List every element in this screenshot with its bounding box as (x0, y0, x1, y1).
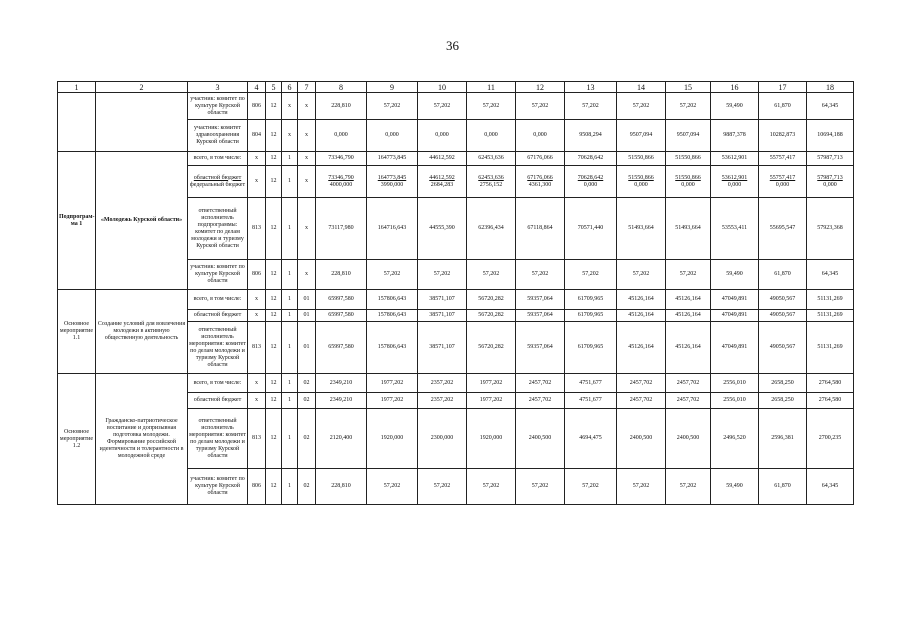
executor-cell: всего, в том числе: (188, 290, 248, 310)
value-cell: 2658,250 (759, 374, 807, 393)
value-cell: 157806,643 (367, 290, 418, 310)
code-cell: 12 (266, 152, 282, 166)
value-line: 0,000 (823, 181, 837, 188)
value-cell: 0,000 (418, 120, 467, 152)
value-cell: 1977,202 (467, 374, 516, 393)
value-cell: 57,202 (666, 469, 711, 505)
header-cell: 15 (666, 82, 711, 93)
value-cell: 45126,164 (617, 310, 666, 322)
value-cell: 61,870 (759, 260, 807, 290)
code-cell: х (298, 198, 316, 260)
value-line: 2684,283 (430, 181, 454, 188)
value-cell: 57,202 (565, 93, 617, 120)
value-line: 3990,000 (380, 181, 404, 188)
code-cell: х (248, 310, 266, 322)
header-cell: 6 (282, 82, 298, 93)
header-cell: 2 (96, 82, 188, 93)
executor-cell: участник: комитет здравоохранения Курской области (188, 120, 248, 152)
value-cell: 4751,677 (565, 393, 617, 409)
value-line: 73346,790 (328, 174, 354, 181)
header-cell: 12 (516, 82, 565, 93)
value-cell: 57,202 (367, 93, 418, 120)
value-cell: 9887,378 (711, 120, 759, 152)
value-cell: 2400,500 (516, 409, 565, 469)
value-cell: 2457,702 (516, 374, 565, 393)
value-cell: 62396,434 (467, 198, 516, 260)
header-cell: 16 (711, 82, 759, 93)
value-cell: 73346,790 (316, 152, 367, 166)
value-cell: 64,345 (807, 93, 854, 120)
value-cell: 45126,164 (617, 290, 666, 310)
header-cell: 4 (248, 82, 266, 93)
table-row (58, 152, 854, 166)
executor-cell: участник: комитет по культуре Курской области (188, 469, 248, 505)
code-cell: 12 (266, 409, 282, 469)
value-cell: 2457,702 (666, 374, 711, 393)
value-cell: 57,202 (367, 469, 418, 505)
value-cell: 51493,664 (666, 198, 711, 260)
value-cell: 4694,475 (565, 409, 617, 469)
header-cell: 18 (807, 82, 854, 93)
value-line: 0,000 (727, 181, 742, 188)
row-title-cell: Подпрограм-ма 1 (58, 152, 96, 290)
code-cell: 1 (282, 469, 298, 505)
value-cell: 44612,592 (418, 152, 467, 166)
header-cell: 3 (188, 82, 248, 93)
value-cell (617, 166, 666, 198)
code-cell: х (298, 260, 316, 290)
value-line: 4000,000 (329, 181, 353, 188)
value-cell: 61709,965 (565, 310, 617, 322)
header-cell: 8 (316, 82, 367, 93)
value-cell: 2596,381 (759, 409, 807, 469)
value-cell: 70628,642 (565, 152, 617, 166)
value-line: 4361,300 (528, 181, 552, 188)
executor-cell: участник: комитет по культуре Курской области (188, 93, 248, 120)
code-cell: 806 (248, 93, 266, 120)
value-cell: 9507,094 (617, 120, 666, 152)
value-cell: 38571,107 (418, 322, 467, 374)
row-title-cell: Основное мероприятие 1.1 (58, 290, 96, 374)
value-cell: 57,202 (666, 93, 711, 120)
table-row (58, 93, 854, 120)
code-cell: 1 (282, 198, 298, 260)
value-cell: 55695,547 (759, 198, 807, 260)
value-line: 67176,066 (527, 174, 553, 181)
header-cell: 11 (467, 82, 516, 93)
value-cell: 2349,210 (316, 374, 367, 393)
code-cell: 12 (266, 322, 282, 374)
code-cell: 12 (266, 374, 282, 393)
code-cell: 12 (266, 469, 282, 505)
value-cell: 64,345 (807, 260, 854, 290)
value-cell: 59,490 (711, 469, 759, 505)
value-cell: 2764,580 (807, 374, 854, 393)
value-cell: 2357,202 (418, 374, 467, 393)
value-cell: 2457,702 (516, 393, 565, 409)
value-cell: 2700,235 (807, 409, 854, 469)
value-cell: 61,870 (759, 469, 807, 505)
value-cell: 2556,010 (711, 374, 759, 393)
code-cell: 12 (266, 166, 282, 198)
budget-table (57, 81, 854, 505)
value-cell (711, 166, 759, 198)
table-row (58, 374, 854, 393)
value-cell: 2457,702 (666, 393, 711, 409)
code-cell: 02 (298, 469, 316, 505)
value-cell: 1920,000 (467, 409, 516, 469)
value-cell: 61709,965 (565, 322, 617, 374)
value-cell: 51550,866 (666, 152, 711, 166)
code-cell: х (298, 93, 316, 120)
value-cell: 47049,891 (711, 310, 759, 322)
value-cell: 57987,713 (807, 152, 854, 166)
value-cell: 57,202 (418, 93, 467, 120)
value-cell: 38571,107 (418, 310, 467, 322)
value-cell: 51131,269 (807, 322, 854, 374)
value-cell: 57,202 (418, 469, 467, 505)
executor-cell (188, 166, 248, 198)
value-cell: 1977,202 (467, 393, 516, 409)
value-cell: 1977,202 (367, 374, 418, 393)
value-line: 62453,636 (478, 174, 504, 181)
value-cell: 2400,500 (617, 409, 666, 469)
value-line: 44612,592 (429, 174, 455, 181)
value-cell: 0,000 (516, 120, 565, 152)
value-cell: 47049,891 (711, 322, 759, 374)
value-line: 70628,642 (577, 174, 604, 181)
value-cell: 67176,066 (516, 152, 565, 166)
value-cell: 49050,567 (759, 290, 807, 310)
value-cell: 10694,188 (807, 120, 854, 152)
value-line: 51550,866 (628, 174, 654, 181)
code-cell: х (298, 152, 316, 166)
row-description-cell: Создание условий для вовлечения молодежи в активную общественную деятельность (96, 290, 188, 374)
value-cell: 2349,210 (316, 393, 367, 409)
row-description-cell: Гражданско-патриотическое воспитание и допризывная подготовка молодежи. Формирование российской идентичности и толерантности в молодежной среде (96, 374, 188, 505)
value-cell: 51131,269 (807, 290, 854, 310)
code-cell: х (248, 393, 266, 409)
value-cell: 57,202 (467, 93, 516, 120)
value-cell: 9508,294 (565, 120, 617, 152)
code-cell: 02 (298, 374, 316, 393)
value-cell: 2496,520 (711, 409, 759, 469)
value-cell: 2556,010 (711, 393, 759, 409)
value-cell: 51131,269 (807, 310, 854, 322)
value-cell: 0,000 (467, 120, 516, 152)
code-cell: 813 (248, 322, 266, 374)
value-cell (316, 166, 367, 198)
value-line: 57987,713 (817, 174, 843, 181)
row-description-cell (96, 93, 188, 152)
value-cell: 57,202 (418, 260, 467, 290)
value-cell: 10282,873 (759, 120, 807, 152)
value-cell: 56720,282 (467, 290, 516, 310)
value-cell: 1977,202 (367, 393, 418, 409)
value-cell: 1920,000 (367, 409, 418, 469)
executor-cell: всего, в том числе: (188, 152, 248, 166)
value-cell: 38571,107 (418, 290, 467, 310)
value-line: 0,000 (681, 181, 695, 188)
code-cell: 806 (248, 469, 266, 505)
executor-cell: областной бюджет (188, 393, 248, 409)
value-cell (565, 166, 617, 198)
value-cell: 2764,580 (807, 393, 854, 409)
code-cell: 12 (266, 260, 282, 290)
value-line: 51550,866 (675, 174, 701, 181)
value-cell (367, 166, 418, 198)
value-cell: 51493,664 (617, 198, 666, 260)
code-cell: 813 (248, 409, 266, 469)
code-cell: 12 (266, 198, 282, 260)
code-cell: 1 (282, 393, 298, 409)
code-cell: х (282, 120, 298, 152)
header-cell: 13 (565, 82, 617, 93)
value-cell: 228,810 (316, 469, 367, 505)
value-cell: 0,000 (367, 120, 418, 152)
value-cell: 164773,845 (367, 152, 418, 166)
code-cell: 1 (282, 290, 298, 310)
value-cell: 157806,643 (367, 322, 418, 374)
header-cell: 9 (367, 82, 418, 93)
header-row (58, 82, 854, 93)
value-cell: 228,810 (316, 260, 367, 290)
value-cell: 2357,202 (418, 393, 467, 409)
value-cell (467, 166, 516, 198)
code-cell: 02 (298, 393, 316, 409)
header-cell: 5 (266, 82, 282, 93)
value-cell: 44555,390 (418, 198, 467, 260)
value-cell: 56720,282 (467, 310, 516, 322)
code-cell: 01 (298, 290, 316, 310)
value-cell: 47049,891 (711, 290, 759, 310)
table-row (58, 290, 854, 310)
value-cell: 2457,702 (617, 393, 666, 409)
value-cell: 64,345 (807, 469, 854, 505)
value-cell: 56720,282 (467, 322, 516, 374)
value-line: 0,000 (775, 181, 790, 188)
value-cell: 2400,500 (666, 409, 711, 469)
value-cell: 65997,580 (316, 322, 367, 374)
value-cell: 57,202 (516, 93, 565, 120)
value-line: 2756,152 (479, 181, 503, 188)
code-cell: 01 (298, 310, 316, 322)
value-cell: 164716,643 (367, 198, 418, 260)
executor-cell: ответственный исполнитель мероприятия: комитет по делам молодежи и туризму Курской области (188, 409, 248, 469)
value-cell: 2300,000 (418, 409, 467, 469)
row-title-cell: Основное мероприятие 1.2 (58, 374, 96, 505)
value-cell: 4751,677 (565, 374, 617, 393)
code-cell: х (298, 166, 316, 198)
value-line: 0,000 (634, 181, 648, 188)
executor-cell: всего, в том числе: (188, 374, 248, 393)
value-cell (759, 166, 807, 198)
executor-cell: областной бюджет (188, 310, 248, 322)
value-cell: 57,202 (565, 260, 617, 290)
code-cell: х (282, 93, 298, 120)
code-cell: 1 (282, 152, 298, 166)
value-cell: 59,490 (711, 260, 759, 290)
code-cell: 12 (266, 93, 282, 120)
value-cell: 57,202 (467, 260, 516, 290)
code-cell: 12 (266, 393, 282, 409)
value-line: 164773,845 (377, 174, 407, 181)
code-cell: х (248, 166, 266, 198)
value-cell: 70571,440 (565, 198, 617, 260)
value-cell: 0,000 (316, 120, 367, 152)
value-cell: 59357,064 (516, 310, 565, 322)
value-cell: 61709,965 (565, 290, 617, 310)
header-cell: 10 (418, 82, 467, 93)
header-cell: 17 (759, 82, 807, 93)
value-cell: 45126,164 (666, 290, 711, 310)
value-cell: 65997,580 (316, 290, 367, 310)
value-cell: 53612,901 (711, 152, 759, 166)
value-cell: 57,202 (565, 469, 617, 505)
value-cell: 2120,400 (316, 409, 367, 469)
value-cell: 59,490 (711, 93, 759, 120)
code-cell: 806 (248, 260, 266, 290)
value-cell: 61,870 (759, 93, 807, 120)
value-cell: 57923,368 (807, 198, 854, 260)
value-cell: 73117,980 (316, 198, 367, 260)
executor-cell: ответственный исполнитель подпрограммы: комитет по делам молодежи и туризму Курской области (188, 198, 248, 260)
page-number: 36 (446, 38, 459, 53)
code-cell: 12 (266, 120, 282, 152)
code-cell: х (248, 374, 266, 393)
value-cell: 157806,643 (367, 310, 418, 322)
value-cell: 57,202 (617, 93, 666, 120)
code-cell: 12 (266, 290, 282, 310)
value-cell (666, 166, 711, 198)
value-cell: 67118,864 (516, 198, 565, 260)
value-line: 55757,417 (769, 174, 796, 181)
row-title-cell (58, 93, 96, 152)
value-cell: 57,202 (617, 469, 666, 505)
value-cell: 45126,164 (666, 322, 711, 374)
value-cell: 57,202 (467, 469, 516, 505)
value-line: 0,000 (583, 181, 598, 188)
code-cell: 1 (282, 166, 298, 198)
value-cell: 53553,411 (711, 198, 759, 260)
value-cell (418, 166, 467, 198)
value-cell: 65997,580 (316, 310, 367, 322)
value-cell (516, 166, 565, 198)
value-cell: 62453,636 (467, 152, 516, 166)
executor-label: федеральный бюджет (189, 181, 246, 188)
executor-label: областной бюджет (193, 174, 242, 181)
code-cell: 1 (282, 310, 298, 322)
value-cell: 49050,567 (759, 322, 807, 374)
value-cell: 45126,164 (666, 310, 711, 322)
executor-cell: ответственный исполнитель мероприятия: комитет по делам молодежи и туризму Курской области (188, 322, 248, 374)
code-cell: 1 (282, 409, 298, 469)
value-cell: 59357,064 (516, 322, 565, 374)
row-description-cell: «Молодежь Курской области» (96, 152, 188, 290)
code-cell: 1 (282, 260, 298, 290)
code-cell: 1 (282, 374, 298, 393)
value-cell: 57,202 (367, 260, 418, 290)
value-cell (807, 166, 854, 198)
value-cell: 2658,250 (759, 393, 807, 409)
code-cell: х (248, 290, 266, 310)
code-cell: х (248, 152, 266, 166)
value-cell: 9507,094 (666, 120, 711, 152)
value-cell: 45126,164 (617, 322, 666, 374)
value-cell: 55757,417 (759, 152, 807, 166)
code-cell: 12 (266, 310, 282, 322)
value-line: 53612,901 (721, 174, 748, 181)
code-cell: 804 (248, 120, 266, 152)
value-cell: 2457,702 (617, 374, 666, 393)
value-cell: 57,202 (516, 260, 565, 290)
value-cell: 51550,866 (617, 152, 666, 166)
executor-cell: участник: комитет по культуре Курской области (188, 260, 248, 290)
header-cell: 1 (58, 82, 96, 93)
value-cell: 57,202 (666, 260, 711, 290)
value-cell: 49050,567 (759, 310, 807, 322)
value-cell: 57,202 (617, 260, 666, 290)
value-cell: 59357,064 (516, 290, 565, 310)
code-cell: 01 (298, 322, 316, 374)
header-cell: 7 (298, 82, 316, 93)
code-cell: 1 (282, 322, 298, 374)
value-cell: 57,202 (516, 469, 565, 505)
header-cell: 14 (617, 82, 666, 93)
code-cell: 02 (298, 409, 316, 469)
code-cell: х (298, 120, 316, 152)
code-cell: 813 (248, 198, 266, 260)
value-cell: 228,810 (316, 93, 367, 120)
